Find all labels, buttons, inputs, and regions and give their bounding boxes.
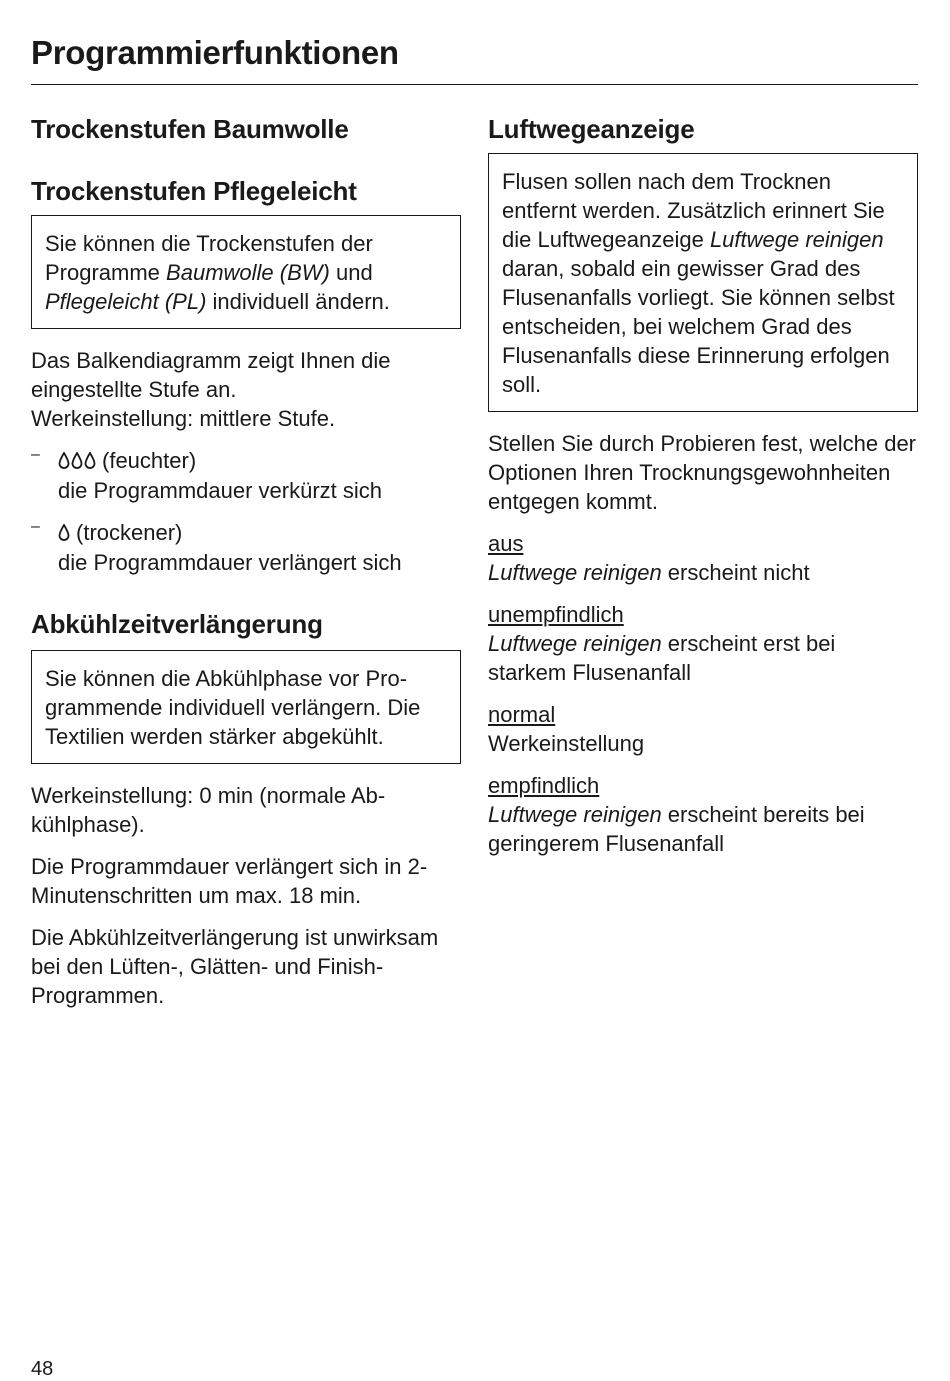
option-italic: Luftwege reinigen bbox=[488, 560, 662, 585]
box-italic-pflegeleicht: Pflegeleicht (PL) bbox=[45, 289, 207, 314]
heading-abkuehlzeitverlaengerung: Abkühlzeitverlängerung bbox=[31, 609, 323, 639]
option-label: empfindlich bbox=[488, 773, 600, 798]
option-text: erscheint bereits bei geringerem Flusenanfall bbox=[488, 802, 865, 856]
title-divider bbox=[31, 84, 918, 85]
item-description: die Programmdauer verkürzt sich bbox=[58, 478, 383, 503]
option-normal bbox=[488, 700, 918, 758]
item-description: die Programmdauer verlängert sich bbox=[58, 550, 402, 575]
box-italic-luftwege: Luftwege reinigen bbox=[709, 227, 884, 252]
box-text: Sie können die Trockenstufen der Programme bbox=[45, 231, 373, 285]
paragraph-werkeinstellung-min: Werkeinstellung: 0 min (normale Abkühlphase). bbox=[31, 783, 386, 837]
page-number: 48 bbox=[31, 1358, 54, 1380]
option-unempfindlich bbox=[488, 600, 918, 687]
box-text: und bbox=[329, 260, 373, 285]
box-italic-baumwolle: Baumwolle (BW) bbox=[166, 260, 330, 285]
option-label: unempfindlich bbox=[488, 602, 624, 627]
info-box-trockenstufen bbox=[31, 215, 461, 329]
dash-bullet: – bbox=[31, 446, 40, 463]
list-item-trockener bbox=[31, 518, 461, 577]
option-text: erscheint nicht bbox=[661, 560, 810, 585]
option-text: Werkeinstellung bbox=[488, 731, 645, 756]
paragraph-balkendiagramm: Das Balkendiagramm zeigt Ihnen die eingestellte Stufe an. bbox=[31, 348, 391, 402]
item-label: (feuchter) bbox=[102, 448, 197, 473]
heading-trockenstufen-pflegeleicht: Trockenstufen Pflegeleicht bbox=[31, 176, 357, 206]
paragraph-programmdauer: Die Programmdauer verlängert sich in 2-Minutenschritten um max. 18 min. bbox=[31, 854, 428, 908]
info-box-abkuehlphase: Sie können die Abkühlphase vor Programmende individuell verlängern. Die Textilien werden stärker abgekühlt. bbox=[31, 650, 461, 764]
info-box-luftwege bbox=[488, 153, 918, 412]
three-drops-icon bbox=[58, 447, 96, 476]
right-column bbox=[488, 110, 918, 858]
option-italic: Luftwege reinigen bbox=[488, 802, 662, 827]
option-italic: Luftwege reinigen bbox=[488, 631, 662, 656]
box-text: Flusen sollen nach dem Trocknen entfernt werden. Zusätzlich erinnert Sie die Luftwegeanzeige bbox=[502, 169, 885, 252]
option-label: aus bbox=[488, 531, 524, 556]
option-aus bbox=[488, 529, 918, 587]
paragraph-werkeinstellung: Werkeinstellung: mittlere Stufe. bbox=[31, 406, 336, 431]
left-column bbox=[31, 110, 461, 1010]
page-title: Programmierfunktionen bbox=[31, 34, 399, 71]
item-label: (trockener) bbox=[76, 520, 183, 545]
paragraph-unwirksam: Die Abkühlzeitverlängerung ist unwirksam bei den Lüften-, Glätten- und Finish-Programmen. bbox=[31, 925, 439, 1008]
box-text: individuell ändern. bbox=[206, 289, 390, 314]
heading-trockenstufen-baumwolle: Trockenstufen Baumwolle bbox=[31, 114, 349, 144]
box-text: daran, sobald ein gewisser Grad des Flusenanfalls vorliegt. Sie können selbst entscheiden, bei welchem Grad des Flusenanfalls diese Erinnerung erfolgen soll. bbox=[502, 256, 895, 397]
list-item-feuchter bbox=[31, 446, 461, 505]
dash-bullet: – bbox=[31, 518, 40, 535]
option-empfindlich bbox=[488, 771, 918, 858]
one-drop-icon bbox=[58, 519, 70, 548]
option-label: normal bbox=[488, 702, 556, 727]
option-text: erscheint erst bei starkem Flusenanfall bbox=[488, 631, 836, 685]
paragraph-probieren: Stellen Sie durch Probieren fest, welche der Optionen Ihren Trocknungsgewohnheiten entgegen kommt. bbox=[488, 431, 917, 514]
heading-luftwegeanzeige: Luftwegeanzeige bbox=[488, 114, 695, 144]
